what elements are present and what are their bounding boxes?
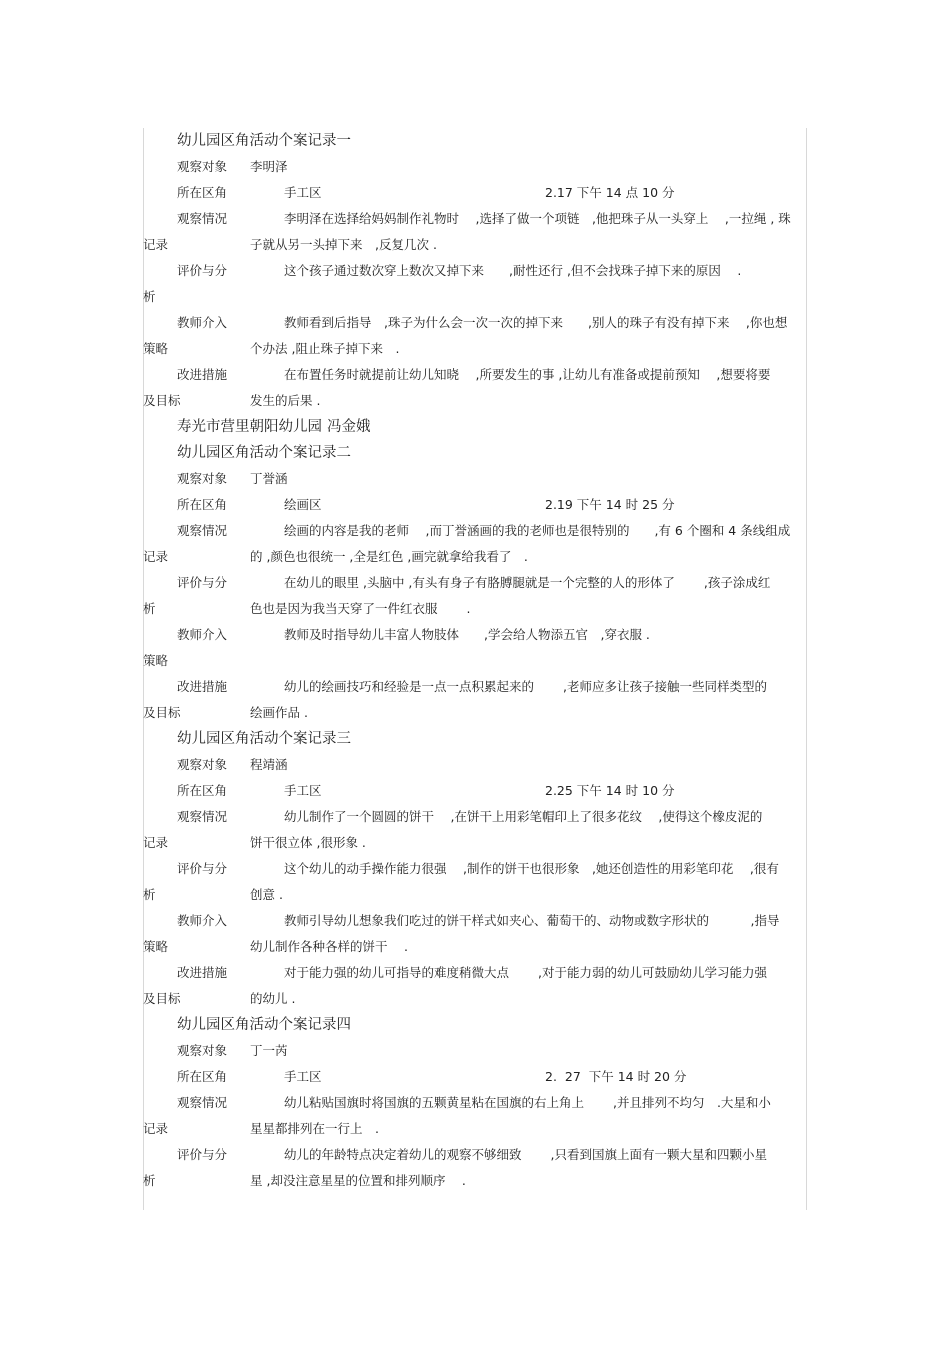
improvement-block [143, 674, 807, 726]
subject-row [143, 752, 807, 778]
area-value: 手工区 [284, 185, 322, 200]
improvement-text-cont: 绘画作品 . [250, 705, 308, 720]
evaluation-label-cont: 析 [143, 289, 156, 304]
observation-label: 观察情况 [177, 809, 228, 824]
subject-row [143, 1038, 807, 1064]
evaluation-label-cont: 析 [143, 601, 156, 616]
record-title: 幼儿园区角活动个案记录一 [177, 133, 351, 149]
evaluation-text: 这个孩子通过数次穿上数次又掉下来 ,耐性还行 ,但不会找珠子掉下来的原因 . [284, 263, 742, 278]
evaluation-label-cont: 析 [143, 887, 156, 902]
area-label: 所在区角 [177, 783, 228, 798]
datetime-value: 2.19 下午 14 时 25 分 [545, 497, 675, 512]
intervention-text-cont: 个办法 ,阻止珠子掉下来 . [250, 341, 400, 356]
area-value: 绘画区 [284, 497, 322, 512]
observation-label-cont: 记录 [143, 1121, 169, 1136]
evaluation-text: 幼儿的年龄特点决定着幼儿的观察不够细致 ,只看到国旗上面有一颗大星和四颗小星 [284, 1147, 767, 1162]
record-title: 幼儿园区角活动个案记录二 [177, 445, 351, 461]
intervention-label: 教师介入 [177, 913, 228, 928]
improvement-label: 改进措施 [177, 367, 228, 382]
intervention-label-cont: 策略 [143, 939, 169, 954]
evaluation-label: 评价与分 [177, 861, 228, 876]
improvement-block [143, 960, 807, 1012]
subject-value: 丁一芮 [250, 1043, 288, 1058]
author-line [177, 414, 807, 440]
area-label: 所在区角 [177, 1069, 228, 1084]
improvement-label-cont: 及目标 [143, 991, 181, 1006]
record-title: 幼儿园区角活动个案记录四 [177, 1017, 351, 1033]
improvement-label-cont: 及目标 [143, 705, 181, 720]
observation-label-cont: 记录 [143, 835, 169, 850]
subject-label: 观察对象 [177, 159, 228, 174]
observation-label: 观察情况 [177, 523, 228, 538]
evaluation-block [143, 1142, 807, 1194]
area-value: 手工区 [284, 1069, 322, 1084]
document-body [143, 128, 807, 1194]
evaluation-text: 在幼儿的眼里 ,头脑中 ,有头有身子有胳膊腿就是一个完整的人的形体了 ,孩子涂成红 [284, 575, 771, 590]
observation-text-cont: 子就从另一头掉下来 ,反复几次 . [250, 237, 437, 252]
area-value: 手工区 [284, 783, 322, 798]
observation-text-cont: 饼干很立体 ,很形象 . [250, 835, 366, 850]
improvement-text: 幼儿的绘画技巧和经验是一点一点积累起来的 ,老师应多让孩子接触一些同样类型的 [284, 679, 767, 694]
evaluation-block [143, 258, 807, 310]
author-name: 冯金娥 [327, 419, 371, 435]
improvement-text: 在布置任务时就提前让幼儿知晓 ,所要发生的事 ,让幼儿有准备或提前预知 ,想要将要 [284, 367, 771, 382]
subject-value: 李明泽 [250, 159, 288, 174]
observation-text-cont: 星星都排列在一行上 . [250, 1121, 379, 1136]
improvement-text: 对于能力强的幼儿可指导的难度稍微大点 ,对于能力弱的幼儿可鼓励幼儿学习能力强 [284, 965, 767, 980]
intervention-text-cont [250, 648, 807, 674]
intervention-block [143, 310, 807, 362]
author-org: 寿光市营里朝阳幼儿园 [177, 419, 322, 435]
evaluation-text: 这个幼儿的动手操作能力很强 ,制作的饼干也很形象 ,她还创造性的用彩笔印花 ,很有 [284, 861, 779, 876]
improvement-label: 改进措施 [177, 679, 228, 694]
improvement-text-cont: 的幼儿 . [250, 991, 296, 1006]
observation-block [143, 518, 807, 570]
subject-label: 观察对象 [177, 757, 228, 772]
evaluation-label: 评价与分 [177, 263, 228, 278]
observation-block [143, 804, 807, 856]
datetime-value: 2.25 下午 14 时 10 分 [545, 783, 675, 798]
intervention-block [143, 622, 807, 674]
subject-label: 观察对象 [177, 471, 228, 486]
intervention-label-cont: 策略 [143, 341, 169, 356]
observation-text: 李明泽在选择给妈妈制作礼物时 ,选择了做一个项链 ,他把珠子从一头穿上 ,一拉绳 , 珠 [284, 211, 791, 226]
intervention-text: 教师引导幼儿想象我们吃过的饼干样式如夹心、葡萄干的、动物或数字形状的 ,指导 [284, 913, 780, 928]
area-row [143, 778, 807, 804]
area-label: 所在区角 [177, 497, 228, 512]
evaluation-text-cont: 色也是因为我当天穿了一件红衣服 . [250, 601, 471, 616]
improvement-text-cont: 发生的后果 . [250, 393, 321, 408]
observation-label: 观察情况 [177, 211, 228, 226]
evaluation-label: 评价与分 [177, 1147, 228, 1162]
intervention-label-cont: 策略 [143, 653, 169, 668]
evaluation-block [143, 570, 807, 622]
evaluation-text-cont [250, 284, 807, 310]
intervention-block [143, 908, 807, 960]
evaluation-block [143, 856, 807, 908]
area-row [143, 492, 807, 518]
observation-block [143, 206, 807, 258]
intervention-text-cont: 幼儿制作各种各样的饼干 . [250, 939, 408, 954]
observation-text: 绘画的内容是我的老师 ,而丁誉涵画的我的老师也是很特别的 ,有 6 个圈和 4 条线组成 [284, 523, 791, 538]
area-row [143, 1064, 807, 1090]
observation-label-cont: 记录 [143, 237, 169, 252]
observation-block [143, 1090, 807, 1142]
evaluation-label-cont: 析 [143, 1173, 156, 1188]
datetime-value: 2.17 下午 14 点 10 分 [545, 185, 675, 200]
improvement-label: 改进措施 [177, 965, 228, 980]
subject-value: 程靖涵 [250, 757, 288, 772]
intervention-label: 教师介入 [177, 315, 228, 330]
improvement-block [143, 362, 807, 414]
subject-label: 观察对象 [177, 1043, 228, 1058]
evaluation-label: 评价与分 [177, 575, 228, 590]
observation-text-cont: 的 ,颜色也很统一 ,全是红色 ,画完就拿给我看了 . [250, 549, 528, 564]
subject-row [143, 154, 807, 180]
intervention-text: 教师及时指导幼儿丰富人物肢体 ,学会给人物添五官 ,穿衣服 . [284, 627, 650, 642]
observation-text: 幼儿粘贴国旗时将国旗的五颗黄星粘在国旗的右上角上 ,并且排列不均匀 .大星和小 [284, 1095, 771, 1110]
area-label: 所在区角 [177, 185, 228, 200]
observation-label: 观察情况 [177, 1095, 228, 1110]
observation-text: 幼儿制作了一个圆圆的饼干 ,在饼干上用彩笔帽印上了很多花纹 ,使得这个橡皮泥的 [284, 809, 763, 824]
record-title: 幼儿园区角活动个案记录三 [177, 731, 351, 747]
intervention-label: 教师介入 [177, 627, 228, 642]
improvement-label-cont: 及目标 [143, 393, 181, 408]
area-row [143, 180, 807, 206]
observation-label-cont: 记录 [143, 549, 169, 564]
evaluation-text-cont: 创意 . [250, 887, 283, 902]
subject-value: 丁誉涵 [250, 471, 288, 486]
intervention-text: 教师看到后指导 ,珠子为什么会一次一次的掉下来 ,别人的珠子有没有掉下来 ,你也想 [284, 315, 788, 330]
evaluation-text-cont: 星 ,却没注意星星的位置和排列顺序 . [250, 1173, 466, 1188]
subject-row [143, 466, 807, 492]
datetime-value: 2. 27 下午 14 时 20 分 [545, 1069, 687, 1084]
